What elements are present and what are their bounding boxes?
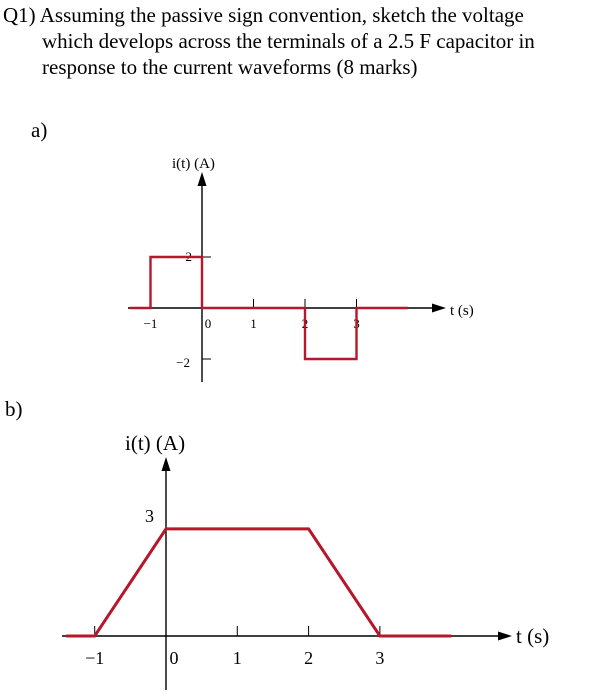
y-tick-label: −2 — [176, 355, 190, 370]
part-b-label: b) — [5, 397, 23, 421]
part-a-label: a) — [31, 118, 48, 142]
question-line: Q1) Assuming the passive sign convention, sketch the voltage — [3, 3, 524, 27]
x-tick-label: −1 — [143, 316, 158, 331]
y-axis-arrow — [198, 172, 207, 186]
x-tick-label: 0 — [204, 316, 212, 331]
x-tick-label: 3 — [375, 648, 385, 668]
y-tick-label: 3 — [145, 505, 154, 526]
x-tick-label: 3 — [353, 316, 360, 331]
chart-b — [62, 431, 549, 690]
x-axis-arrow — [498, 632, 512, 641]
x-axis-arrow — [432, 304, 446, 313]
y-axis-title: i(t) (A) — [125, 431, 186, 455]
question-line: which develops across the terminals of a 2.5 F capacitor in — [42, 29, 535, 53]
y-tick-label: 2 — [185, 249, 192, 264]
y-axis-arrow — [162, 457, 171, 471]
x-tick-label: −1 — [85, 648, 105, 668]
current-waveform — [66, 529, 451, 636]
x-axis-title: t (s) — [516, 624, 550, 648]
chart-a — [128, 156, 474, 382]
x-tick-label: 2 — [304, 648, 314, 668]
x-tick-label: 2 — [301, 316, 309, 331]
x-axis-title: t (s) — [450, 303, 474, 319]
x-tick-label: 1 — [232, 648, 242, 668]
question-line: response to the current waveforms (8 marks) — [42, 55, 418, 79]
x-tick-label: 0 — [169, 648, 179, 668]
x-tick-label: 1 — [250, 316, 257, 331]
y-axis-title: i(t) (A) — [172, 156, 215, 172]
